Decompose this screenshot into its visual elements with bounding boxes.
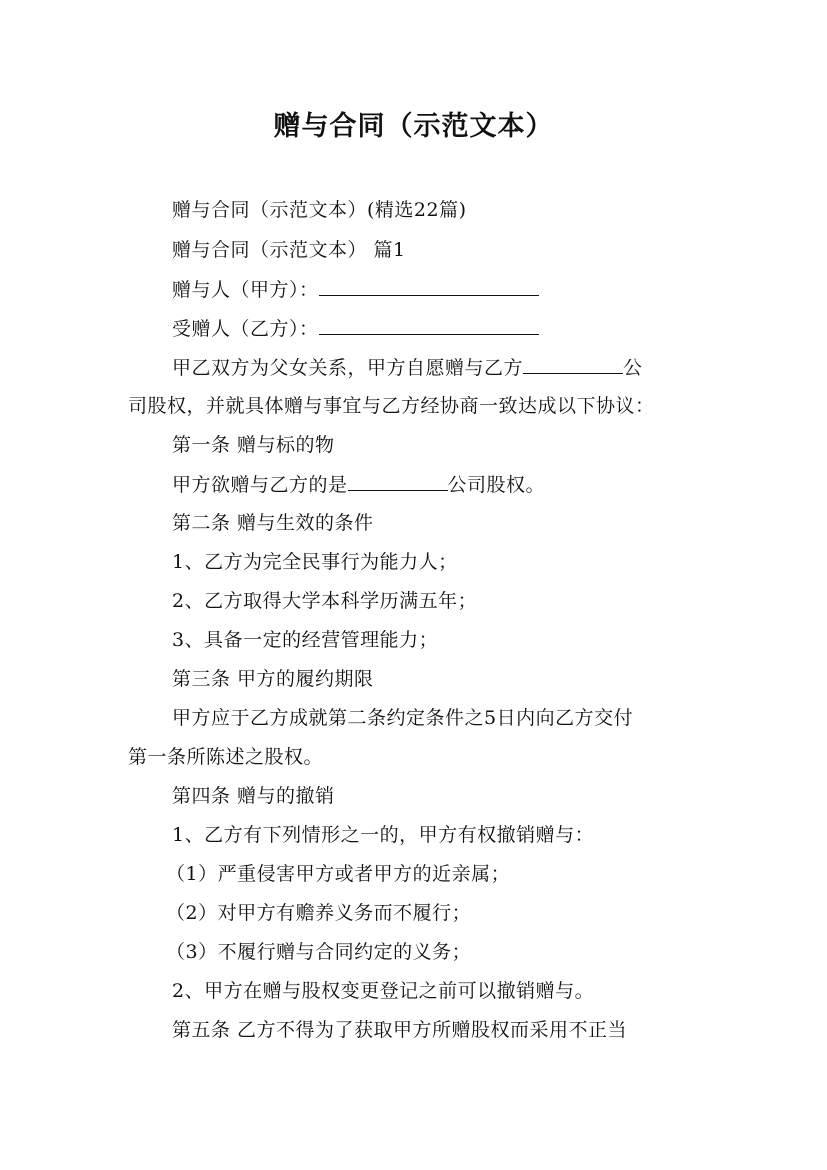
condition-item-1: 1、乙方为完全民事行为能力人； xyxy=(172,551,458,573)
intro-text: 甲乙双方为父女关系，甲方自愿赠与乙方 xyxy=(172,357,524,379)
revocation-subitem-3: （3）不履行赠与合同约定的义务； xyxy=(166,941,472,963)
donor-blank xyxy=(319,277,539,296)
donor-label: 赠与人（甲方）： xyxy=(172,279,319,301)
revocation-subitem-1: （1）严重侵害甲方或者甲方的近亲属； xyxy=(166,863,511,885)
document-title: 赠与合同（示范文本） xyxy=(273,111,554,142)
article-2-heading: 第二条 赠与生效的条件 xyxy=(172,512,374,534)
article-3-heading: 第三条 甲方的履约期限 xyxy=(172,668,374,690)
article-1-text xyxy=(128,472,747,497)
donee-line xyxy=(128,316,747,341)
intro-text-end: 公 xyxy=(623,357,643,379)
article-4-heading: 第四条 赠与的撤销 xyxy=(172,785,335,807)
article-5-heading: 第五条 乙方不得为了获取甲方所赠股权而采用不正当 xyxy=(172,1019,628,1041)
company-blank xyxy=(523,355,623,374)
intro-paragraph-line-1 xyxy=(128,355,747,380)
intro-paragraph-line-2: 司股权，并就具体赠与事宜与乙方经协商一致达成以下协议： xyxy=(128,395,655,417)
revocation-item-1: 1、乙方有下列情形之一的，甲方有权撤销赠与： xyxy=(172,824,595,846)
article-3-text-line-2: 第一条所陈述之股权。 xyxy=(128,746,324,768)
donee-label: 受赠人（乙方）： xyxy=(172,318,319,340)
article-1-text-start: 甲方欲赠与乙方的是 xyxy=(172,474,348,496)
article-1-text-end: 公司股权。 xyxy=(447,474,546,496)
article-3-text-line-1: 甲方应于乙方成就第二条约定条件之5日内向乙方交付 xyxy=(172,707,634,729)
equity-blank xyxy=(348,472,448,491)
condition-item-2: 2、乙方取得大学本科学历满五年； xyxy=(172,590,478,612)
article-1-heading: 第一条 赠与标的物 xyxy=(172,434,335,456)
donee-blank xyxy=(319,316,539,335)
donor-line xyxy=(128,277,747,302)
revocation-item-2: 2、甲方在赠与股权变更登记之前可以撤销赠与。 xyxy=(172,980,595,1002)
condition-item-3: 3、具备一定的经营管理能力； xyxy=(172,629,439,651)
subtitle-line: 赠与合同（示范文本）(精选22篇) xyxy=(172,199,467,221)
revocation-subitem-2: （2）对甲方有赡养义务而不履行； xyxy=(166,902,472,924)
section-heading: 赠与合同（示范文本） 篇1 xyxy=(172,239,406,261)
